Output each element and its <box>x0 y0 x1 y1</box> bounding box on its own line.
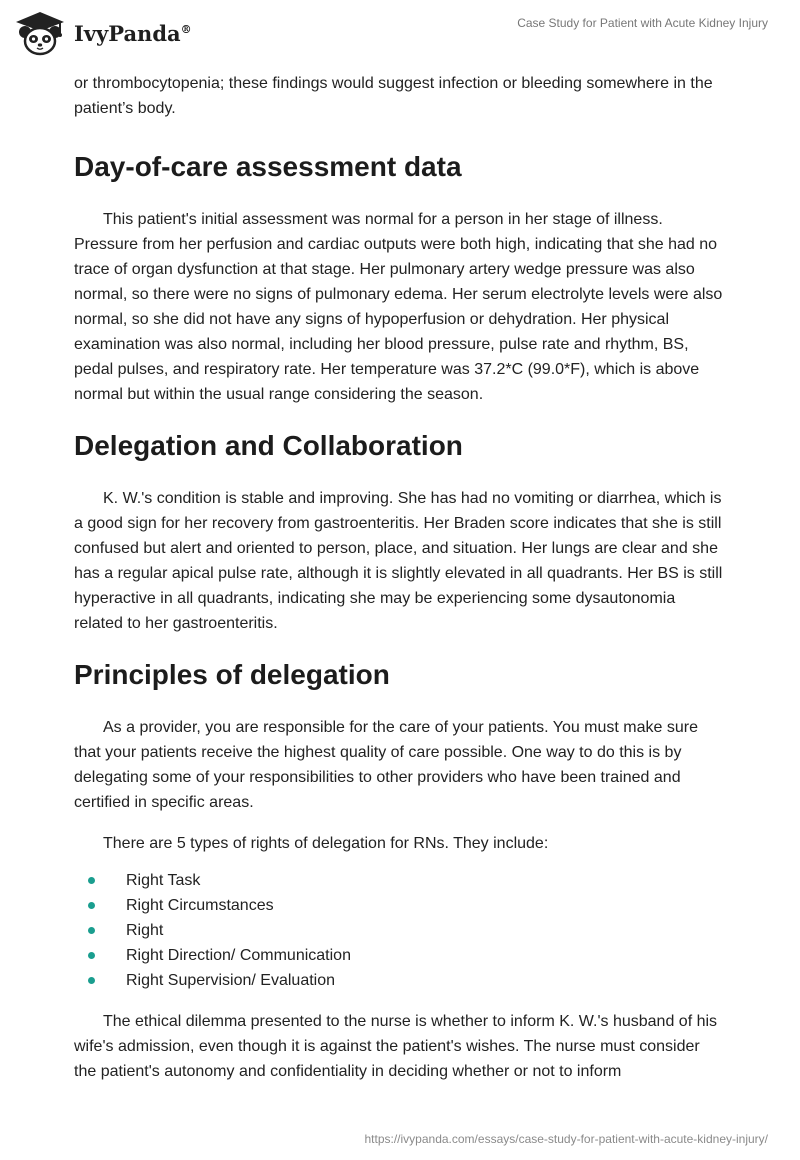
logo-text: IvyPanda® <box>74 20 192 46</box>
bullet-icon <box>88 952 95 959</box>
panda-logo-icon <box>14 10 66 56</box>
section-heading: Day-of-care assessment data <box>74 151 462 182</box>
list-item: Right Circumstances <box>74 893 726 918</box>
page-header <box>0 0 800 70</box>
section-heading: Principles of delegation <box>74 659 390 690</box>
delegation-rights-list <box>74 868 726 993</box>
article-body <box>74 71 726 1106</box>
section-delegation-collaboration <box>74 429 726 636</box>
closing-paragraph: The ethical dilemma presented to the nurse is whether to inform K. W.'s husband of his wife's admission, even though it is against the patient's wishes. The nurse must consider the patient's autonomy and confidentiality in deciding whether or not to inform <box>74 1013 718 1080</box>
bullet-icon <box>88 977 95 984</box>
section-paragraph: K. W.'s condition is stable and improving. She has had no vomiting or diarrhea, which is a good sign for her recovery from gastroenteritis. Her Braden score indicates that she is still confused but alert and oriented to person, place, and situation. Her lungs are clear and she has a regular apical pulse rate, although it is slightly elevated in all quadrants. Her BS is still hyperactive in all quadrants, indicating she may be experiencing some dysautonomia related to her gastroenteritis. <box>74 490 723 632</box>
bullet-icon <box>88 902 95 909</box>
section-principles-of-delegation <box>74 658 726 1084</box>
intro-paragraph: or thrombocytopenia; these findings would suggest infection or bleeding somewhere in the patient’s body. <box>74 75 713 117</box>
list-item: Right Direction/ Communication <box>74 943 726 968</box>
list-intro-paragraph: There are 5 types of rights of delegation for RNs. They include: <box>103 835 549 852</box>
ivypanda-logo[interactable] <box>14 10 192 56</box>
list-item: Right <box>74 918 726 943</box>
list-item: Right Task <box>74 868 726 893</box>
list-item: Right Supervision/ Evaluation <box>74 968 726 993</box>
section-day-of-care <box>74 150 726 407</box>
section-paragraph: As a provider, you are responsible for the care of your patients. You must make sure that your patients receive the highest quality of care possible. One way to do this is by delegating some of your responsibilities to other providers who have been trained and certified in specific areas. <box>74 719 698 811</box>
section-heading: Delegation and Collaboration <box>74 430 463 461</box>
section-paragraph: This patient's initial assessment was normal for a person in her stage of illness. Pressure from her perfusion and cardiac outputs were both high, indicating that she had no trace of organ dysfunction at that stage. Her pulmonary artery wedge pressure was also normal, so there were no signs of pulmonary edema. Her serum electrolyte levels were also normal, so she did not have any signs of hypoperfusion or dehydration. Her physical examination was also normal, including her blood pressure, pulse rate and rhythm, BS, pedal pulses, and respiratory rate. Her temperature was 37.2*C (99.0*F), which is above normal but within the usual range considering the season. <box>74 211 723 403</box>
document-title: Case Study for Patient with Acute Kidney Injury <box>517 16 768 30</box>
bullet-icon <box>88 927 95 934</box>
source-url-link[interactable]: https://ivypanda.com/essays/case-study-for-patient-with-acute-kidney-injury/ <box>364 1132 768 1146</box>
bullet-icon <box>88 877 95 884</box>
